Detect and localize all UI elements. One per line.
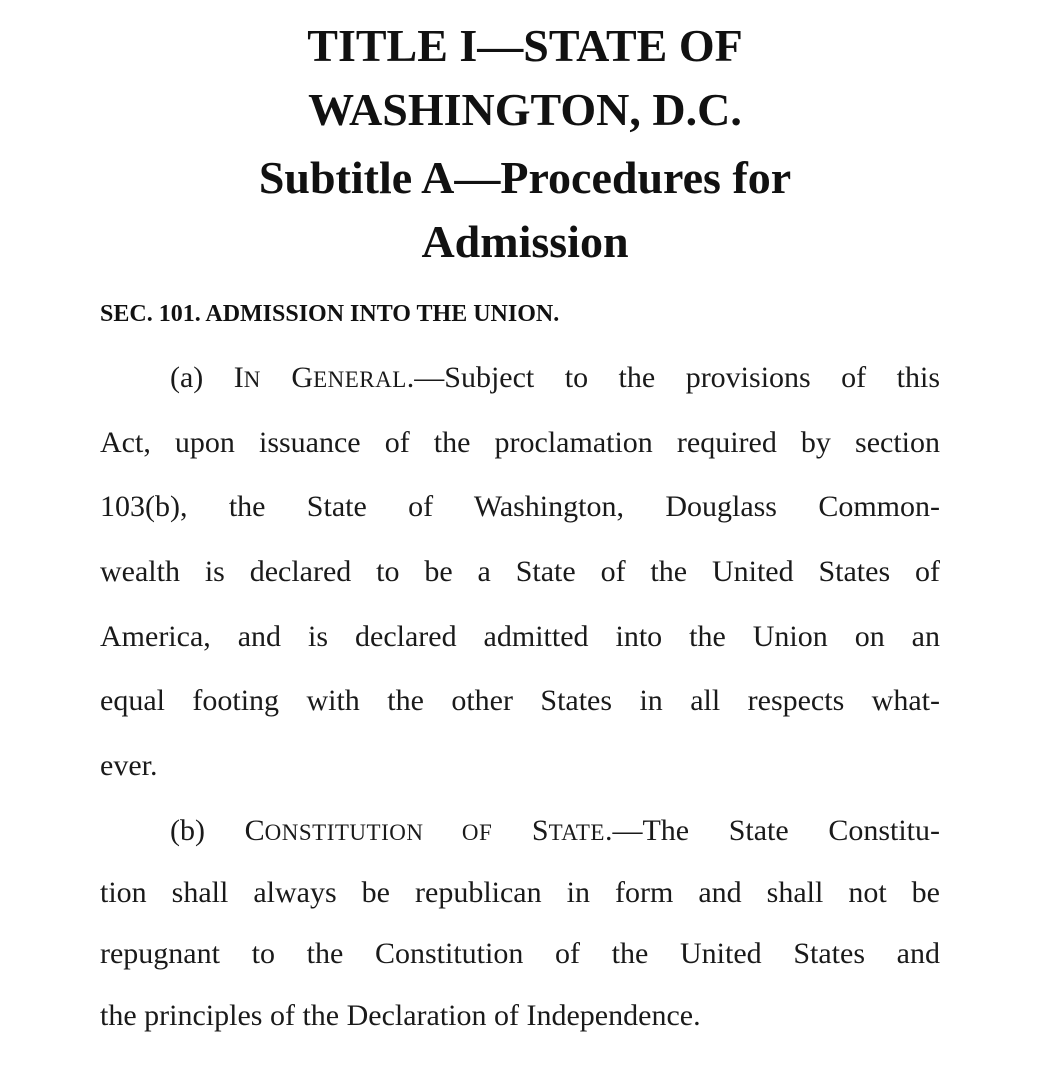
subsection-a-line: 103(b), the State of Washington, Douglass Common- <box>100 490 940 524</box>
title-line-1: TITLE I—STATE OF <box>307 20 743 71</box>
title-line-2: WASHINGTON, D.C. <box>308 84 742 135</box>
subsection-a-caption: IN GENERAL <box>233 361 407 394</box>
subsection-a-line: Act, upon issuance of the proclamation required by section <box>100 425 940 459</box>
subsection-a <box>100 346 940 799</box>
subsection-b-label: (b) <box>170 814 205 847</box>
subsection-b-line: the principles of the Declaration of Independence. <box>100 998 701 1032</box>
subsection-a-caption-end: .—Subject to the provisions of this <box>406 361 940 394</box>
subsection-b-line: repugnant to the Constitution of the United States and <box>100 937 940 970</box>
subsection-a-label: (a) <box>170 361 204 394</box>
subsection-a-line: ever. <box>100 749 158 783</box>
subsection-a-line: America, and is declared admitted into the Union on an <box>100 619 940 653</box>
subsection-b <box>100 800 940 1046</box>
subsection-a-line: wealth is declared to be a State of the United States of <box>100 555 940 589</box>
subtitle-line-2: Admission <box>421 216 629 267</box>
section-heading: SEC. 101. ADMISSION INTO THE UNION. <box>100 301 560 327</box>
subsection-b-caption: CONSTITUTION OF STATE <box>244 814 605 847</box>
subsection-b-first-line <box>100 800 940 862</box>
subtitle-line-1: Subtitle A—Procedures for <box>258 152 792 203</box>
subtitle-heading <box>0 146 1050 274</box>
title-heading <box>0 14 1050 142</box>
subsection-b-line: tion shall always be republican in form and shall not be <box>100 875 940 909</box>
subsection-b-caption-end: .—The State Constitu- <box>604 814 941 847</box>
subsection-a-first-line <box>100 346 940 411</box>
subsection-a-line: equal footing with the other States in all respects what- <box>100 684 940 718</box>
